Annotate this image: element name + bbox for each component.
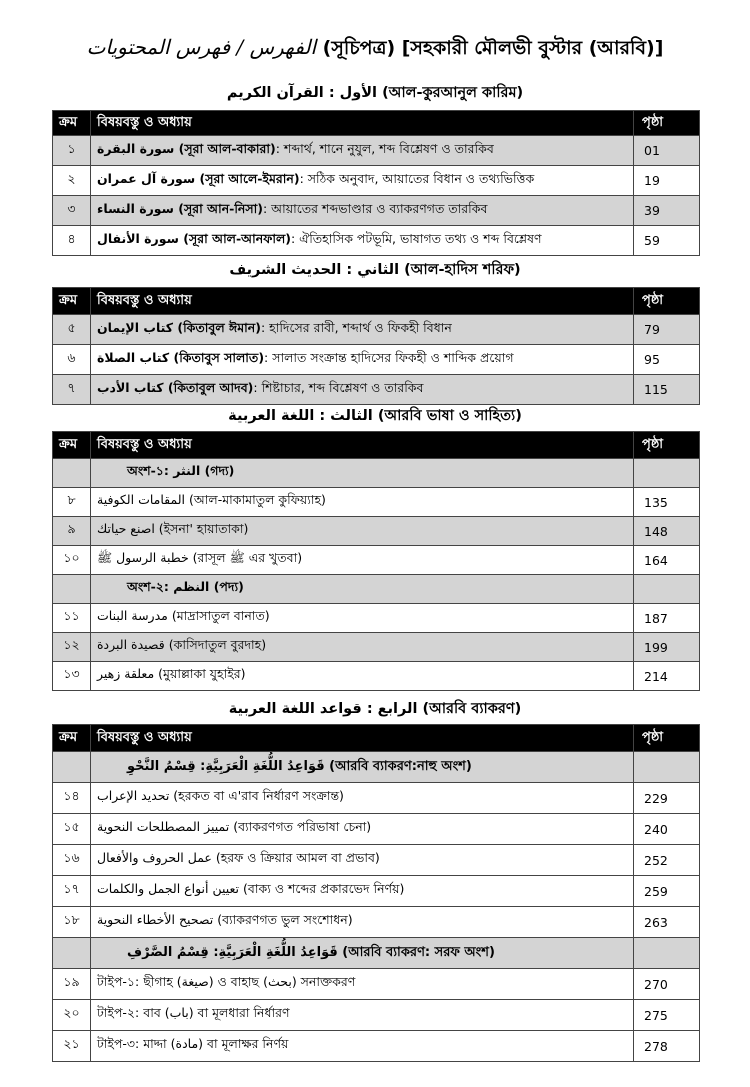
toc-table-2 xyxy=(52,287,700,405)
table-header-row xyxy=(53,725,700,752)
chapter-description: قصيدة البردة (কাসিদাতুল বুরদাহ) xyxy=(97,637,267,652)
row-serial: ২ xyxy=(53,166,91,196)
row-content xyxy=(91,166,634,196)
row-serial: ১৫ xyxy=(53,814,91,845)
row-page-number: 199 xyxy=(634,633,700,662)
row-page-number: 259 xyxy=(634,876,700,907)
table-row xyxy=(53,783,700,814)
subsection-label: অংশ-১: النثر (গদ্য) xyxy=(127,463,235,478)
row-serial xyxy=(53,459,91,488)
row-serial: ১৮ xyxy=(53,907,91,938)
row-content xyxy=(91,845,634,876)
row-serial: ১৭ xyxy=(53,876,91,907)
chapter-name: كتاب الصلاة (কিতাবুস সালাত) xyxy=(97,349,265,365)
row-page-number xyxy=(634,752,700,783)
toc-table-1 xyxy=(52,110,700,256)
chapter-description: مدرسة البنات (মাদ্রাসাতুল বানাত) xyxy=(97,608,270,623)
chapter-description: تعيين أنواع الجمل والكلمات (বাক্য ও শব্দের প্রকারভেদ নির্ণয়) xyxy=(97,881,405,896)
table-row xyxy=(53,166,700,196)
table-row xyxy=(53,876,700,907)
row-page-number: 275 xyxy=(634,1000,700,1031)
row-content xyxy=(91,907,634,938)
row-content xyxy=(91,1031,634,1062)
row-serial: ২১ xyxy=(53,1031,91,1062)
row-serial: ২০ xyxy=(53,1000,91,1031)
toc-table-4 xyxy=(52,724,700,1062)
row-page-number: 252 xyxy=(634,845,700,876)
row-page-number: 164 xyxy=(634,546,700,575)
row-content xyxy=(91,662,634,691)
row-serial: ১১ xyxy=(53,604,91,633)
row-serial: ৮ xyxy=(53,488,91,517)
table-header-row xyxy=(53,432,700,459)
header-content: বিষয়বস্তু ও অধ্যায় xyxy=(91,725,634,752)
chapter-description: : শিষ্টাচার, শব্দ বিশ্লেষণ ও তারকিব xyxy=(253,379,424,395)
row-content xyxy=(91,488,634,517)
header-serial: ক্রম xyxy=(53,111,91,136)
page-title xyxy=(0,34,750,66)
header-content: বিষয়বস্তু ও অধ্যায় xyxy=(91,288,634,315)
header-content: বিষয়বস্তু ও অধ্যায় xyxy=(91,111,634,136)
row-page-number: 214 xyxy=(634,662,700,691)
row-content xyxy=(91,814,634,845)
row-serial: ১ xyxy=(53,136,91,166)
table-header-row xyxy=(53,288,700,315)
row-content xyxy=(91,196,634,226)
row-page-number: 95 xyxy=(634,345,700,375)
chapter-description: : সালাত সংক্রান্ত হাদিসের ফিকহী ও শাব্দিক প্রয়োগ xyxy=(264,349,514,365)
chapter-name: سورة النساء (সূরা আন-নিসা) xyxy=(97,200,263,216)
row-serial: ১৬ xyxy=(53,845,91,876)
title-arabic: الفهرس / فهرس المحتويات xyxy=(86,35,317,59)
row-page-number xyxy=(634,575,700,604)
row-serial xyxy=(53,938,91,969)
chapter-description: عمل الحروف والأفعال (হরফ ও ক্রিয়ার আমল বা প্রভাব) xyxy=(97,850,380,865)
chapter-name: كتاب الأدب (কিতাবুল আদব) xyxy=(97,379,254,395)
row-page-number: 263 xyxy=(634,907,700,938)
chapter-description: : ঐতিহাসিক পটভূমি, ভাষাগত তথ্য ও শব্দ বিশ্লেষণ xyxy=(290,230,542,246)
row-content xyxy=(91,226,634,256)
row-content xyxy=(91,876,634,907)
row-content xyxy=(91,345,634,375)
row-page-number: 19 xyxy=(634,166,700,196)
row-serial: ৯ xyxy=(53,517,91,546)
row-serial: ৩ xyxy=(53,196,91,226)
row-content xyxy=(91,517,634,546)
chapter-name: سورة آل عمران (সূরা আলে-ইমরান) xyxy=(97,170,300,186)
table-row xyxy=(53,662,700,691)
chapter-name: كتاب الإيمان (কিতাবুল ঈমান) xyxy=(97,319,261,335)
chapter-description: خطبة الرسول ﷺ (রাসূল ﷺ এর খুতবা) xyxy=(97,550,303,565)
table-row xyxy=(53,226,700,256)
chapter-name: سورة الأنفال (সূরা আল-আনফাল) xyxy=(97,230,291,246)
row-page-number: 187 xyxy=(634,604,700,633)
subsection-label: قَوَاعِدُ اللُّغَةِ الْعَرَبِيَّةِ: قِسْمُ الصَّرْفِ (আরবি ব্যাকরণ: সরফ অংশ) xyxy=(127,944,495,960)
row-page-number: 59 xyxy=(634,226,700,256)
table-subheader-row xyxy=(53,459,700,488)
row-page-number: 270 xyxy=(634,969,700,1000)
chapter-description: টাইপ-৩: মাদ্দা (مادة) বা মূলাক্ষর নির্ণয় xyxy=(97,1036,289,1051)
chapter-description: টাইপ-২: বাব (باب) বা মূলধারা নির্ধারণ xyxy=(97,1005,290,1020)
row-content xyxy=(91,546,634,575)
chapter-description: : শব্দার্থ, শানে নুযুল, শব্দ বিশ্লেষণ ও তারকিব xyxy=(275,140,494,156)
table-row xyxy=(53,845,700,876)
row-page-number xyxy=(634,938,700,969)
chapter-description: : সঠিক অনুবাদ, আয়াতের বিধান ও তথ্যভিত্তিক xyxy=(299,170,535,186)
row-page-number: 01 xyxy=(634,136,700,166)
table-row xyxy=(53,345,700,375)
chapter-description: : আয়াতের শব্দভাণ্ডার ও ব্যাকরণগত তারকিব xyxy=(263,200,488,216)
row-serial xyxy=(53,575,91,604)
row-content xyxy=(91,633,634,662)
table-row xyxy=(53,315,700,345)
section-heading-3: الثالث : اللغة العربية (আরবি ভাষা ও সাহিত্য) xyxy=(228,408,522,424)
row-page-number: 278 xyxy=(634,1031,700,1062)
table-subheader-row xyxy=(53,938,700,969)
header-serial: ক্রম xyxy=(53,725,91,752)
toc-table-3 xyxy=(52,431,700,691)
subsection-label: قَوَاعِدُ اللُّغَةِ الْعَرَبِيَّةِ: قِسْمُ النَّحْوِ (আরবি ব্যাকরণ:নাহু অংশ) xyxy=(127,758,472,774)
row-serial: ৪ xyxy=(53,226,91,256)
row-serial: ১০ xyxy=(53,546,91,575)
row-serial: ৬ xyxy=(53,345,91,375)
row-page-number: 148 xyxy=(634,517,700,546)
subsection-label: অংশ-২: النظم (পদ্য) xyxy=(127,579,244,594)
chapter-description: تمييز المصطلحات النحوية (ব্যাকরণগত পরিভাষা চেনা) xyxy=(97,819,372,834)
table-row xyxy=(53,1000,700,1031)
row-page-number xyxy=(634,459,700,488)
chapter-description: : হাদিসের রাবী, শব্দার্থ ও ফিকহী বিধান xyxy=(260,319,452,335)
chapter-description: টাইপ-১: ছীগাহ (صيغة) ও বাহাছ (بحث) সনাক্তকরণ xyxy=(97,974,356,989)
table-row xyxy=(53,1031,700,1062)
row-page-number: 240 xyxy=(634,814,700,845)
table-subheader-row xyxy=(53,575,700,604)
row-content xyxy=(91,783,634,814)
table-row xyxy=(53,375,700,405)
table-row xyxy=(53,814,700,845)
row-page-number: 115 xyxy=(634,375,700,405)
row-serial: ৭ xyxy=(53,375,91,405)
header-serial: ক্রম xyxy=(53,432,91,459)
chapter-description: تصحيح الأخطاء النحوية (ব্যাকরণগত ভুল সংশোধন) xyxy=(97,912,353,927)
table-row xyxy=(53,604,700,633)
section-heading-2: الثاني : الحديث الشريف (আল-হাদিস শরিফ) xyxy=(229,262,521,278)
row-page-number: 79 xyxy=(634,315,700,345)
section-heading-1: الأول : القرآن الكريم (আল-কুরআনুল কারিম) xyxy=(226,85,524,101)
table-row xyxy=(53,907,700,938)
table-row xyxy=(53,969,700,1000)
header-page: পৃষ্ঠা xyxy=(634,725,700,752)
table-header-row xyxy=(53,111,700,136)
table-row xyxy=(53,136,700,166)
header-page: পৃষ্ঠা xyxy=(634,432,700,459)
row-content xyxy=(91,575,634,604)
table-row xyxy=(53,633,700,662)
row-serial: ১৯ xyxy=(53,969,91,1000)
row-serial: ৫ xyxy=(53,315,91,345)
table-row xyxy=(53,546,700,575)
row-content xyxy=(91,315,634,345)
chapter-description: تحديد الإعراب (হরকত বা এ'রাব নির্ধারণ সংক্রান্ত) xyxy=(97,788,344,803)
header-page: পৃষ্ঠা xyxy=(634,288,700,315)
row-content xyxy=(91,375,634,405)
row-content xyxy=(91,136,634,166)
row-page-number: 39 xyxy=(634,196,700,226)
row-content xyxy=(91,459,634,488)
row-content xyxy=(91,969,634,1000)
table-row xyxy=(53,517,700,546)
section-heading-4: الرابع : قواعد اللغة العربية (আরবি ব্যাকরণ) xyxy=(228,701,522,717)
title-bengali: (সূচিপত্র) [সহকারী মৌলভী বুস্টার (আরবি)] xyxy=(322,37,664,59)
row-content xyxy=(91,938,634,969)
chapter-description: المقامات الكوفية (আল-মাকামাতুল কুফিয়্যাহ) xyxy=(97,492,326,507)
header-serial: ক্রম xyxy=(53,288,91,315)
table-row xyxy=(53,196,700,226)
row-page-number: 135 xyxy=(634,488,700,517)
header-page: পৃষ্ঠা xyxy=(634,111,700,136)
row-content xyxy=(91,752,634,783)
row-page-number: 229 xyxy=(634,783,700,814)
row-serial: ১২ xyxy=(53,633,91,662)
chapter-name: سورة البقرة (সূরা আল-বাকারা) xyxy=(97,140,276,156)
row-serial: ১৩ xyxy=(53,662,91,691)
table-subheader-row xyxy=(53,752,700,783)
table-row xyxy=(53,488,700,517)
row-content xyxy=(91,604,634,633)
chapter-description: اصنع حياتك (ইসনা' হায়াতাকা) xyxy=(97,521,249,536)
row-serial xyxy=(53,752,91,783)
row-content xyxy=(91,1000,634,1031)
header-content: বিষয়বস্তু ও অধ্যায় xyxy=(91,432,634,459)
chapter-description: معلقة زهير (মুয়াল্লাকা যুহাইর) xyxy=(97,666,246,681)
row-serial: ১৪ xyxy=(53,783,91,814)
